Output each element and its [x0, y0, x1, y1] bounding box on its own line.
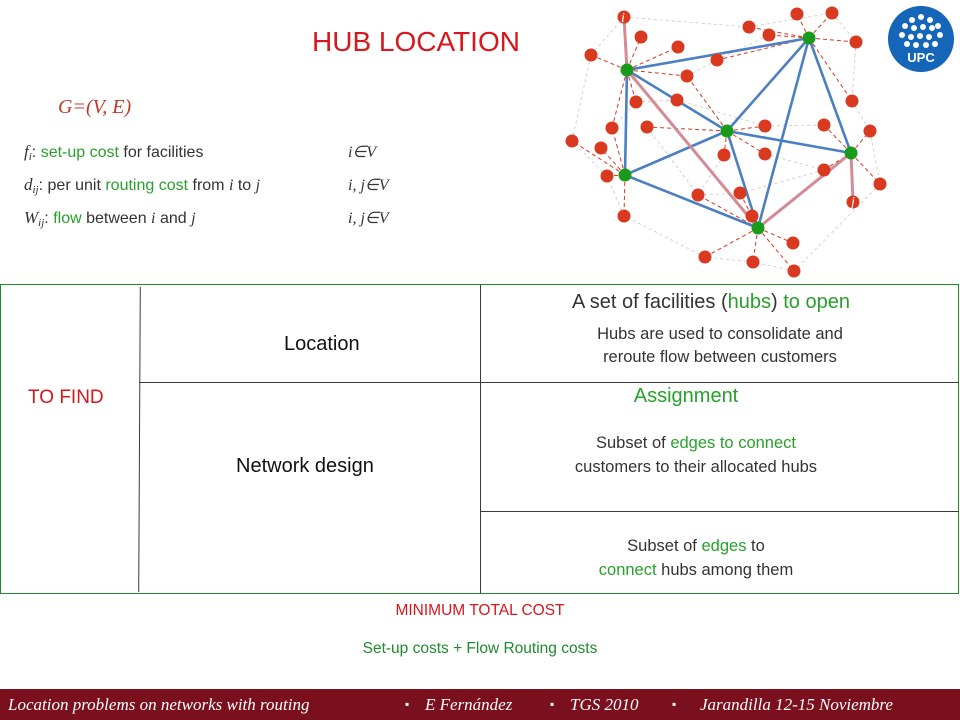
text-run: between — [81, 210, 152, 227]
def-text — [24, 175, 260, 196]
text-run: routing cost — [105, 177, 189, 194]
mesh-edge — [572, 55, 591, 141]
hub-node — [619, 169, 632, 182]
customer-node — [718, 149, 731, 162]
text-run: and — [155, 210, 192, 227]
logo-text: UPC — [907, 50, 935, 65]
mesh-edge — [749, 13, 832, 27]
def-sep: : — [31, 144, 37, 161]
text-run: per unit — [43, 177, 106, 194]
to-find-label: TO FIND — [28, 387, 104, 408]
hubs-to-open-text — [486, 291, 936, 314]
customer-node — [711, 54, 724, 67]
text-run: ) — [771, 291, 784, 313]
hub-edges-line-1 — [486, 534, 906, 558]
def-symbol: d — [24, 175, 33, 194]
text-run: hubs — [727, 291, 772, 313]
def-text — [24, 142, 203, 163]
customer-node — [699, 251, 712, 264]
customer-node — [595, 142, 608, 155]
assignment-label: Assignment — [633, 385, 739, 407]
def-description — [49, 210, 196, 227]
customer-node — [734, 187, 747, 200]
text-run: to — [746, 537, 765, 555]
mesh-edge — [740, 170, 824, 193]
hubs-description-line-1: Hubs are used to consolidate and — [597, 325, 843, 343]
route-segment — [758, 153, 851, 228]
hub-node — [752, 222, 765, 235]
customer-node — [566, 135, 579, 148]
mesh-edge — [765, 125, 824, 126]
text-run: from — [188, 177, 229, 194]
table-right-divider — [480, 285, 481, 593]
def-domain: i, j∈V — [348, 210, 389, 227]
text-run: A set of facilities ( — [572, 291, 728, 313]
assignment-edge — [612, 70, 627, 128]
footer-title: Location problems on networks with routing — [8, 695, 310, 714]
mesh-edge — [624, 17, 749, 27]
footer-separator-2: ▪ — [550, 697, 555, 711]
hub-edge — [625, 70, 627, 175]
assignment-edges-text — [486, 431, 906, 479]
customer-node — [606, 122, 619, 135]
assignment-edge — [705, 228, 758, 257]
customer-node — [864, 125, 877, 138]
def-sep: : — [44, 210, 49, 227]
def-description — [41, 144, 204, 161]
hub-edges-text — [486, 534, 906, 582]
text-run: set-up cost — [40, 144, 119, 161]
node-j-label: j — [851, 195, 855, 210]
cost-terms-text: Set-up costs + Flow Routing costs — [362, 640, 598, 657]
def-description — [43, 177, 260, 194]
assignment-edges-line-1 — [486, 431, 906, 455]
def-symbol: f — [24, 142, 29, 161]
text-run: for facilities — [118, 144, 204, 161]
table-row-divider — [139, 382, 959, 383]
customer-node — [585, 49, 598, 62]
text-run: j — [191, 210, 196, 227]
mesh-edge — [870, 131, 880, 184]
customer-node — [791, 8, 804, 21]
mesh-edge — [794, 184, 880, 271]
assignment-edge — [809, 38, 852, 101]
text-run: connect — [598, 561, 657, 579]
hub-node — [803, 32, 816, 45]
mesh-edge — [591, 17, 624, 55]
customer-node — [846, 95, 859, 108]
customer-node — [826, 7, 839, 20]
hub-edge — [809, 38, 851, 153]
customer-node — [874, 178, 887, 191]
customer-node — [746, 210, 759, 223]
parameter-definitions — [24, 142, 444, 241]
hub-edge — [625, 175, 758, 228]
customer-node — [630, 96, 643, 109]
hub-network-graph — [560, 0, 890, 284]
customer-node — [818, 119, 831, 132]
footer-author: E Fernández — [425, 695, 513, 714]
customer-node — [681, 70, 694, 83]
node-i-label: i — [621, 11, 625, 26]
customer-node — [618, 210, 631, 223]
objective-text: MINIMUM TOTAL COST — [395, 602, 565, 619]
hub-interconnection-edges — [625, 38, 851, 228]
table-subrow-divider — [480, 511, 959, 512]
mesh-edge — [607, 176, 624, 216]
text-run: Subset of — [596, 434, 671, 452]
graph-definition: G=(V, E) — [58, 96, 132, 118]
assignment-edge — [749, 27, 809, 38]
footer-event: TGS 2010 — [570, 695, 639, 714]
def-symbol: W — [24, 208, 39, 227]
customer-node — [641, 121, 654, 134]
mesh-edge — [705, 257, 753, 262]
def-text — [24, 208, 196, 229]
def-subscript: ij — [32, 184, 39, 196]
customer-node — [671, 94, 684, 107]
def-domain: i, j∈V — [348, 177, 389, 194]
text-run: i — [151, 210, 156, 227]
text-run: edges — [701, 537, 747, 555]
assignment-edge — [809, 38, 856, 42]
customer-node — [743, 21, 756, 34]
customer-node — [601, 170, 614, 183]
customer-node — [788, 265, 801, 278]
def-domain: i∈V — [348, 144, 377, 161]
upc-logo — [888, 6, 954, 72]
customer-node — [747, 256, 760, 269]
text-run: j — [255, 177, 261, 194]
customer-node — [635, 31, 648, 44]
def-row-wij — [24, 208, 444, 241]
slide-title: HUB LOCATION — [312, 26, 520, 57]
hubs-description — [500, 323, 940, 369]
def-sep: : — [38, 177, 44, 194]
hub-edges-line-2 — [486, 558, 906, 582]
hub-node — [721, 125, 734, 138]
customer-node — [759, 148, 772, 161]
mesh-edge — [852, 42, 856, 101]
text-run: Subset of — [627, 537, 702, 555]
customer-node — [692, 189, 705, 202]
customer-node — [787, 237, 800, 250]
def-row-dij — [24, 175, 444, 208]
footer-separator-1: ▪ — [405, 697, 410, 711]
hub-node — [845, 147, 858, 160]
def-subscript: ij — [38, 217, 45, 229]
customer-nodes — [566, 7, 887, 278]
hub-node — [621, 64, 634, 77]
text-run: flow — [48, 210, 82, 227]
def-subscript: i — [28, 151, 32, 163]
footer-separator-3: ▪ — [672, 697, 677, 711]
def-row-fi — [24, 142, 444, 175]
text-run: i — [228, 177, 234, 194]
location-label: Location — [284, 333, 360, 355]
hubs-description-line-2: reroute flow between customers — [603, 348, 837, 366]
text-run: to — [233, 177, 256, 194]
text-run: hubs among them — [656, 561, 794, 579]
network-design-label: Network design — [236, 455, 374, 477]
hub-edge — [625, 131, 727, 175]
customer-node — [850, 36, 863, 49]
assignment-edge — [647, 127, 727, 131]
footer-bar — [0, 689, 960, 720]
text-run: edges to connect — [670, 434, 796, 452]
route-segment — [627, 70, 758, 228]
assignment-edge — [687, 76, 727, 131]
assignment-edges-line-2: customers to their allocated hubs — [574, 458, 818, 476]
customer-node — [818, 164, 831, 177]
customer-node — [763, 29, 776, 42]
text-run: to open — [783, 291, 850, 313]
mesh-edge — [624, 216, 705, 257]
customer-node — [672, 41, 685, 54]
customer-node — [759, 120, 772, 133]
footer-place: Jarandilla 12-15 Noviembre — [700, 695, 893, 714]
